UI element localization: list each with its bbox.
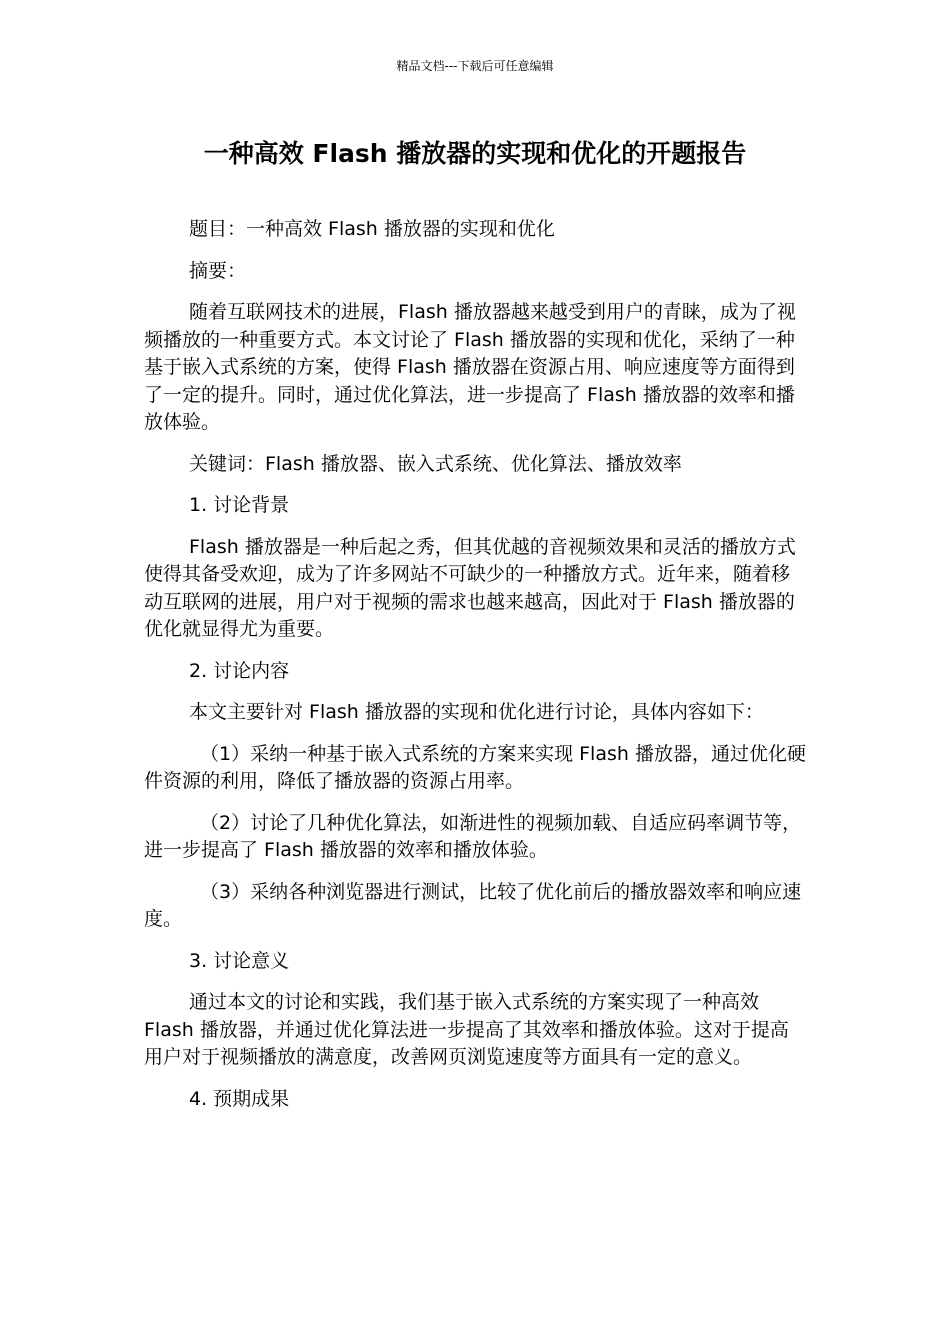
abstract-paragraph: 随着互联网技术的进展，Flash 播放器越来越受到用户的青睐，成为了视频播放的一种重要方式。本文讨论了 Flash 播放器的实现和优化，采纳了一种基于嵌入式系统的方案，使得 Flash 播放器在资源占用、响应速度等方面得到了一定的提升。同时，通过优化算法，进一步提高了 Flash 播放器的效率和播放体验。: [144, 301, 796, 433]
document-body: [144, 216, 806, 1127]
content-item-2: （2）讨论了几种优化算法，如渐进性的视频加载、自适应码率调节等，进一步提高了 Flash 播放器的效率和播放体验。: [144, 811, 802, 861]
header-note: 精品文档---下载后可任意编辑: [396, 59, 554, 73]
content-item-3: （3）采纳各种浏览器进行测试，比较了优化前后的播放器效率和响应速度。: [144, 880, 802, 930]
content-item-1: （1）采纳一种基于嵌入式系统的方案来实现 Flash 播放器，通过优化硬件资源的利用，降低了播放器的资源占用率。: [144, 742, 806, 792]
background-paragraph: Flash 播放器是一种后起之秀，但其优越的音视频效果和灵活的播放方式使得其备受欢迎，成为了许多网站不可缺少的一种播放方式。近年来，随着移动互联网的进展，用户对于视频的需求也越来越高，因此对于 Flash 播放器的优化就显得尤为重要。: [144, 535, 796, 640]
section-heading-background: 1. 讨论背景: [189, 494, 290, 516]
content-intro-paragraph: 本文主要针对 Flash 播放器的实现和优化进行讨论，具体内容如下：: [189, 701, 764, 723]
keywords-line: 关键词：Flash 播放器、嵌入式系统、优化算法、播放效率: [189, 452, 682, 475]
document-title: 一种高效 Flash 播放器的实现和优化的开题报告: [203, 139, 747, 168]
significance-paragraph: 通过本文的讨论和实践，我们基于嵌入式系统的方案实现了一种高效 Flash 播放器，并通过优化算法进一步提高了其效率和播放体验。这对于提高用户对于视频播放的满意度，改善网页浏览速度等方面具有一定的意义。: [144, 991, 789, 1068]
section-heading-significance: 3. 讨论意义: [189, 949, 290, 972]
section-heading-content: 2. 讨论内容: [189, 659, 290, 682]
abstract-heading: 摘要：: [189, 259, 247, 282]
topic-line: 题目：一种高效 Flash 播放器的实现和优化: [189, 218, 555, 240]
section-heading-expected-results: 4. 预期成果: [189, 1087, 290, 1110]
